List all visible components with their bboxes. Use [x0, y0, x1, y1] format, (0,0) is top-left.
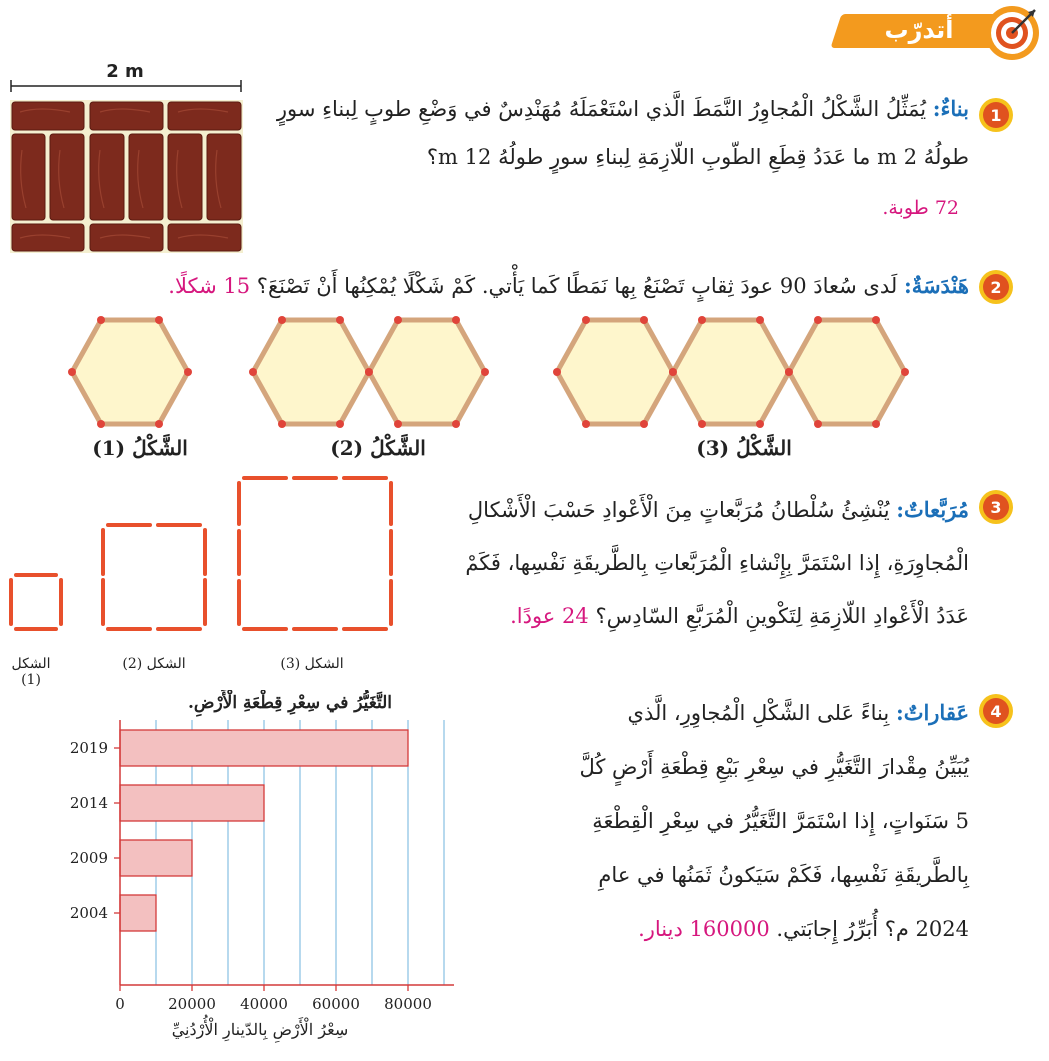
q4-line5: 2024 م؟ أُبَرِّرُ إِجابَتي. [776, 917, 969, 941]
chart-x-tick-label: 0 [115, 995, 125, 1013]
q4-lead: عَقاراتٌ: [895, 700, 969, 725]
chart-bar-2004 [120, 895, 156, 931]
q4-line2: يُبَيِّنُ مِقْدارَ التَّغَيُّرِ في سِعْرِ بَيْعِ قِطْعَةِ أَرْضٍ كُلَّ [579, 755, 969, 779]
square-caption-2: الشكل (2) [122, 656, 186, 672]
question-1-badge: 1 [979, 98, 1013, 132]
chart-x-tick-label: 60000 [312, 995, 360, 1013]
q4-line3: 5 سَنَواتٍ، إِذا اسْتَمَرَّ التَّغَيُّرُ في سِعْرِ الْقِطْعَةِ [592, 809, 969, 833]
hex-caption-2: الشَّكْلُ (2) [330, 436, 426, 460]
chart-bar-2019 [120, 730, 408, 766]
q4-line4: بِالطَّريقَةِ نَفْسِها، فَكَمْ سَيَكونُ ثَمَنُها في عامِ [598, 863, 969, 887]
q2-lead: هَنْدَسَةٌ: [903, 273, 969, 298]
question-3-text [399, 483, 969, 643]
chart-x-axis-label: سِعْرُ الْأَرْضِ بِالدّينارِ الْأُرْدُنِيِّ [171, 1020, 349, 1039]
section-banner [826, 4, 1041, 62]
question-3-badge: 3 [979, 490, 1013, 524]
q3-lead: مُرَبَّعاتٌ: [896, 497, 969, 522]
q2-text: لَدى سُعادَ 90 عودَ ثِقابٍ تَصْنَعُ بِها نَمَطًا كَما يَأْتي. كَمْ شَكْلًا يُمْكِنُها أَنْ تَصْنَعَ؟ [256, 274, 898, 298]
hex-figure-2 [249, 316, 489, 428]
chart-x-tick-label: 20000 [168, 995, 216, 1013]
hex-figure-3 [553, 316, 909, 428]
chart-y-tick-label: 2009 [69, 849, 108, 867]
price-change-bar-chart [40, 690, 500, 1055]
q1-answer: 72 طوبة. [882, 197, 959, 219]
square-matchstick-figures [0, 474, 400, 636]
hex-caption-3: الشَّكْلُ (3) [696, 436, 792, 460]
q4-line1: بِناءً عَلى الشَّكْلِ الْمُجاوِرِ، الَّذي [627, 701, 890, 725]
chart-x-tick-label: 40000 [240, 995, 288, 1013]
question-2-text [29, 262, 969, 310]
q2-answer: 15 شكلًا. [168, 274, 251, 298]
q3-answer: 24 عودًا. [510, 604, 589, 628]
hexagon-matchstick-figures [60, 316, 940, 430]
square-caption-3: الشكل (3) [280, 656, 344, 672]
chart-bar-2014 [120, 785, 264, 821]
chart-y-tick-label: 2014 [69, 794, 108, 812]
square-figure-3 [239, 478, 391, 629]
question-1-text [249, 85, 969, 181]
q1-line1: يُمَثِّلُ الشَّكْلُ الْمُجاوِرُ النَّمَطَ الَّذي اسْتَعْمَلَهُ مُهَنْدِسٌ في وَضْعِ طوبٍ لِبناءِ سورٍ [276, 97, 927, 121]
square-figure-1 [11, 575, 61, 629]
banner-label: أتدرّب [884, 16, 954, 44]
square-caption-1: الشكل (1) [11, 656, 51, 688]
q4-answer: 160000 دينار. [638, 917, 770, 941]
hex-figure-1 [68, 316, 192, 428]
question-4-text [529, 686, 969, 956]
q3-line2: الْمُجاوِرَةِ، إِذا اسْتَمَرَّ بِإِنْشاءِ الْمُرَبَّعاتِ بِالطَّريقَةِ نَفْسِها، فَكَمْ [465, 551, 969, 575]
square-figure-2 [103, 525, 205, 629]
brick-wall-figure [10, 100, 243, 253]
dimension-label: 2 m [106, 61, 144, 82]
hex-caption-1: الشَّكْلُ (1) [92, 436, 188, 460]
chart-x-tick-label: 80000 [384, 995, 432, 1013]
chart-y-tick-label: 2019 [69, 739, 108, 757]
q3-line1: يُنْشِئُ سُلْطانُ مُرَبَّعاتٍ مِنَ الْأَعْوادِ حَسْبَ الْأَشْكالِ [467, 498, 890, 522]
chart-y-tick-label: 2004 [69, 904, 108, 922]
question-2-badge: 2 [979, 270, 1013, 304]
chart-title: التَّغَيُّرُ في سِعْرِ قِطْعَةِ الْأَرْضِ. [187, 693, 393, 713]
target-icon [983, 4, 1041, 62]
q1-lead: بناءٌ: [932, 96, 969, 121]
chart-bar-2009 [120, 840, 192, 876]
q1-line2: طولُهُ 2 m ما عَدَدُ قِطَعِ الطّوبِ اللّازِمَةِ لِبناءِ سورٍ طولُهُ 12 m؟ [426, 145, 969, 169]
question-4-badge: 4 [979, 694, 1013, 728]
q3-line3: عَدَدُ الْأَعْوادِ اللّازِمَةِ لِتَكْوينِ الْمُرَبَّعِ السّادِسِ؟ [595, 604, 969, 628]
